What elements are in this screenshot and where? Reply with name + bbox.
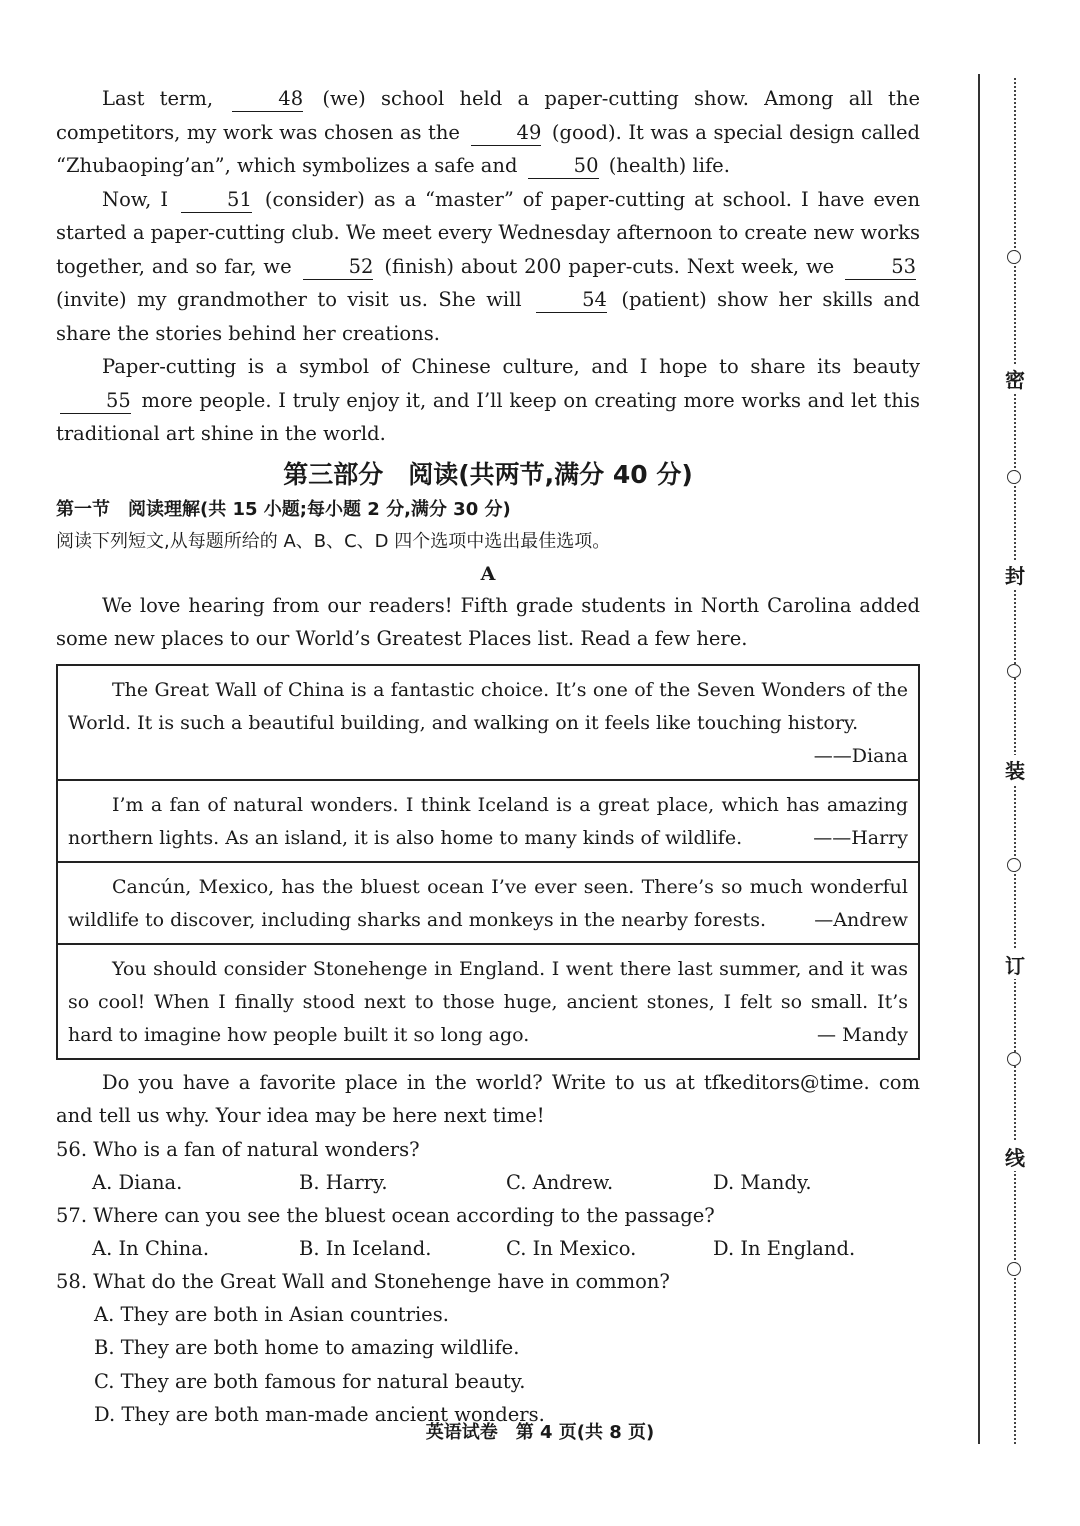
- entry-signature: — Mandy: [817, 1023, 908, 1046]
- option-d[interactable]: D. They are both man-made ancient wonders.: [94, 1403, 545, 1426]
- fill-paragraph-3: [56, 350, 920, 451]
- p1-text-4: (health) life.: [608, 154, 730, 177]
- binding-char-mi: 密: [1003, 364, 1027, 393]
- blank-53[interactable]: 53: [845, 255, 916, 280]
- entry-andrew: [58, 863, 918, 945]
- entry-diana: [58, 666, 918, 781]
- binding-char-ding: 订: [1003, 950, 1027, 979]
- entry-text: The Great Wall of China is a fantastic choice. It’s one of the Seven Wonders of the World. It is such a beautiful building, and walking on it feels like touching history.: [68, 678, 908, 734]
- option-c[interactable]: C. In Mexico.: [506, 1236, 637, 1260]
- margin-rule: [978, 74, 980, 1444]
- p2-text-1: Now, I: [102, 187, 169, 211]
- p3-text-2: more people. I truly enjoy it, and I’ll keep on creating more works and let this traditional art shine in the world.: [56, 388, 920, 445]
- p1-text-2: (we) school held a paper-cutting show. Among all the competitors, my work was chosen as the: [56, 87, 920, 144]
- p2-text-4: (invite) my grandmother to visit us. She will: [56, 288, 522, 311]
- entry-text: You should consider Stonehenge in England. I went there last summer, and it was so cool! When I finally stood next to those huge, ancient stones, I felt so small. It’s hard to imagine how people built it so long ago.: [68, 957, 908, 1046]
- question-56: 56. Who is a fan of natural wonders?: [56, 1137, 420, 1161]
- binding-circle: [1007, 1052, 1021, 1066]
- p1-text-3: (good). It was a special design called “Zhubaoping’an”, which symbolizes a safe and: [56, 120, 920, 177]
- blank-49[interactable]: 49: [471, 121, 542, 146]
- p2-text-2: (consider) as a “master” of paper-cutting at school. I have even started a paper-cutting club. We meet every Wednesday afternoon to create new works together, and so far, we: [56, 187, 921, 278]
- entry-mandy: [58, 945, 918, 1058]
- option-b[interactable]: B. In Iceland.: [299, 1236, 432, 1260]
- exam-page: [56, 82, 920, 1432]
- reader-entries-box: [56, 664, 920, 1060]
- option-a[interactable]: A. In China.: [92, 1236, 210, 1260]
- binding-circle: [1007, 1262, 1021, 1276]
- question-57-options: [56, 1232, 920, 1265]
- section-subtitle: 第一节 阅读理解(共 15 小题;每小题 2 分,满分 30 分): [56, 498, 511, 520]
- section-instruction: 阅读下列短文,从每题所给的 A、B、C、D 四个选项中选出最佳选项。: [56, 530, 611, 552]
- entry-harry: [58, 781, 918, 863]
- blank-55[interactable]: 55: [60, 389, 131, 414]
- passage-intro: We love hearing from our readers! Fifth grade students in North Carolina added some new places to our World’s Greatest Places list. Read a few here.: [56, 593, 920, 650]
- binding-circle: [1007, 858, 1021, 872]
- passage-outro: Do you have a favorite place in the world? Write to us at tfkeditors@time. com and tell us why. Your idea may be here next time!: [56, 1070, 920, 1127]
- entry-signature: ——Diana: [813, 744, 908, 767]
- fill-paragraph-2: [56, 183, 920, 351]
- entry-text: Cancún, Mexico, has the bluest ocean I’ve ever seen. There’s so much wonderful wildlife to discover, including sharks and monkeys in the nearby forests.: [68, 875, 908, 931]
- blank-54[interactable]: 54: [536, 288, 607, 313]
- binding-char-zhuang: 装: [1003, 755, 1027, 784]
- option-a[interactable]: A. They are both in Asian countries.: [94, 1302, 449, 1326]
- p2-text-3: (finish) about 200 paper-cuts. Next week, we: [384, 254, 835, 278]
- binding-char-xian: 线: [1003, 1142, 1027, 1171]
- page-footer: 英语试卷 第 4 页(共 8 页): [425, 1422, 655, 1443]
- option-b[interactable]: B. They are both home to amazing wildlife.: [94, 1336, 520, 1359]
- blank-50[interactable]: 50: [528, 154, 599, 179]
- fill-paragraph-1: [56, 82, 920, 183]
- option-c[interactable]: C. Andrew.: [506, 1170, 614, 1194]
- binding-char-feng: 封: [1003, 560, 1027, 589]
- blank-48[interactable]: 48: [232, 87, 303, 112]
- option-b[interactable]: B. Harry.: [299, 1170, 388, 1194]
- blank-51[interactable]: 51: [181, 188, 252, 213]
- binding-circle: [1007, 250, 1021, 264]
- question-56-options: [56, 1166, 920, 1199]
- binding-circle: [1007, 664, 1021, 678]
- option-d[interactable]: D. Mandy.: [713, 1170, 812, 1194]
- blank-52[interactable]: 52: [303, 255, 374, 280]
- binding-circle: [1007, 470, 1021, 484]
- option-a[interactable]: A. Diana.: [92, 1170, 183, 1194]
- p1-text-1: Last term,: [102, 87, 214, 110]
- p3-text-1: Paper-cutting is a symbol of Chinese culture, and I hope to share its beauty: [102, 355, 920, 378]
- option-d[interactable]: D. In England.: [713, 1236, 856, 1260]
- entry-signature: —Andrew: [814, 908, 908, 931]
- option-c[interactable]: C. They are both famous for natural beauty.: [94, 1369, 526, 1393]
- question-58: 58. What do the Great Wall and Stonehenge have in common?: [56, 1269, 670, 1293]
- entry-text: I’m a fan of natural wonders. I think Iceland is a great place, which has amazing northern lights. As an island, it is also home to many kinds of wildlife.: [68, 793, 908, 849]
- passage-letter: A: [480, 562, 496, 585]
- question-57: 57. Where can you see the bluest ocean according to the passage?: [56, 1203, 715, 1227]
- entry-signature: ——Harry: [813, 826, 908, 849]
- p2-text-5: (patient) show her skills and share the stories behind her creations.: [56, 288, 921, 345]
- section-title: 第三部分 阅读(共两节,满分 40 分): [283, 459, 693, 489]
